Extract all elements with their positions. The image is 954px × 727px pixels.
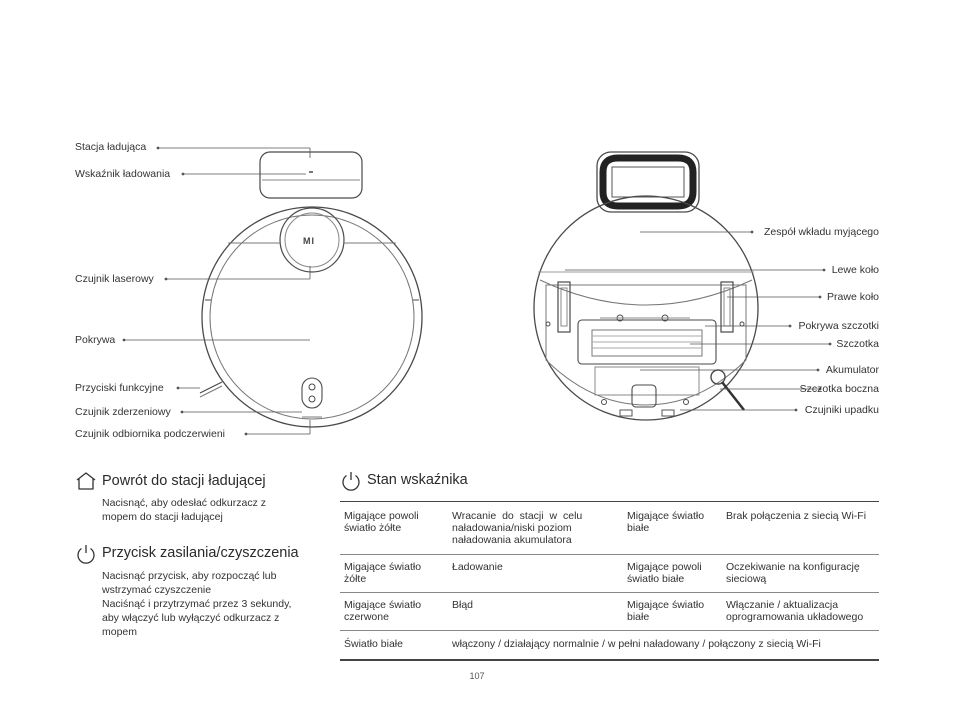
robot-bottom-view: [534, 152, 758, 420]
power-icon: [75, 543, 97, 565]
table-row: Migające światło żółte Ładowanie Migające powoli światło białe Oczekiwanie na konfigurację sieciową: [340, 555, 879, 593]
power-section-title: Przycisk zasilania/czyszczenia: [102, 545, 299, 561]
leader-lines-right: [565, 232, 830, 410]
battery-shape: [595, 367, 699, 395]
table-row: Światło białe włączony / działający normalnie / w pełni naładowany / połączony z siecią Wi-Fi: [340, 631, 879, 661]
left-wheel-shape: [558, 282, 570, 332]
label-right-wheel: Prawe koło: [827, 291, 879, 303]
charging-station-shape: [260, 152, 362, 198]
table-row: Migające powoli światło żółte Wracanie do stacji w celu naładowania/niski poziom naładowania akumulatora Migające światło białe Brak połączenia z siecią Wi-Fi: [340, 502, 879, 555]
status-power-icon: [340, 470, 362, 492]
label-laser-sensor: Czujnik laserowy: [75, 273, 154, 285]
table-row: Migające światło czerwone Błąd Migające światło białe Włączanie / aktualizacja oprogramowania układowego: [340, 593, 879, 631]
label-charging-indicator: Wskaźnik ładowania: [75, 168, 171, 180]
device-logo: MI: [303, 236, 315, 246]
label-mop-assembly: Zespół wkładu myjącego: [764, 226, 879, 238]
home-section-text: Nacisnąć, aby odesłać odkurzacz z mopem do stacji ładującej: [102, 497, 266, 523]
label-charging-station: Stacja ładująca: [75, 141, 147, 153]
home-icon: [75, 471, 97, 491]
status-table: [340, 501, 879, 661]
home-section-title: Powrót do stacji ładującej: [102, 473, 266, 489]
power-section-text: Nacisnąć przycisk, aby rozpocząć lub wstrzymać czyszczenie Naciśnąć i przytrzymać przez 3 sekundy, aby włączyć lub wyłączyć odkurzacz z mopem: [102, 570, 292, 638]
label-function-buttons: Przyciski funkcyjne: [75, 382, 164, 394]
label-cliff-sensors: Czujniki upadku: [804, 404, 879, 416]
right-wheel-shape: [721, 282, 733, 332]
label-side-brush: Szczotka boczna: [799, 383, 879, 395]
label-cover: Pokrywa: [75, 334, 116, 346]
page-number: 107: [469, 671, 485, 681]
function-buttons-shape: [302, 378, 322, 408]
label-left-wheel: Lewe koło: [831, 264, 879, 276]
status-section-title: Stan wskaźnika: [367, 472, 468, 488]
label-collision-sensor: Czujnik zderzeniowy: [75, 406, 171, 418]
label-brush: Szczotka: [836, 338, 879, 350]
label-battery: Akumulator: [825, 364, 879, 376]
label-ir-receiver-sensor: Czujnik odbiornika podczerwieni: [75, 428, 225, 440]
robot-top-view: [200, 152, 422, 427]
label-brush-cover: Pokrywa szczotki: [798, 320, 879, 332]
